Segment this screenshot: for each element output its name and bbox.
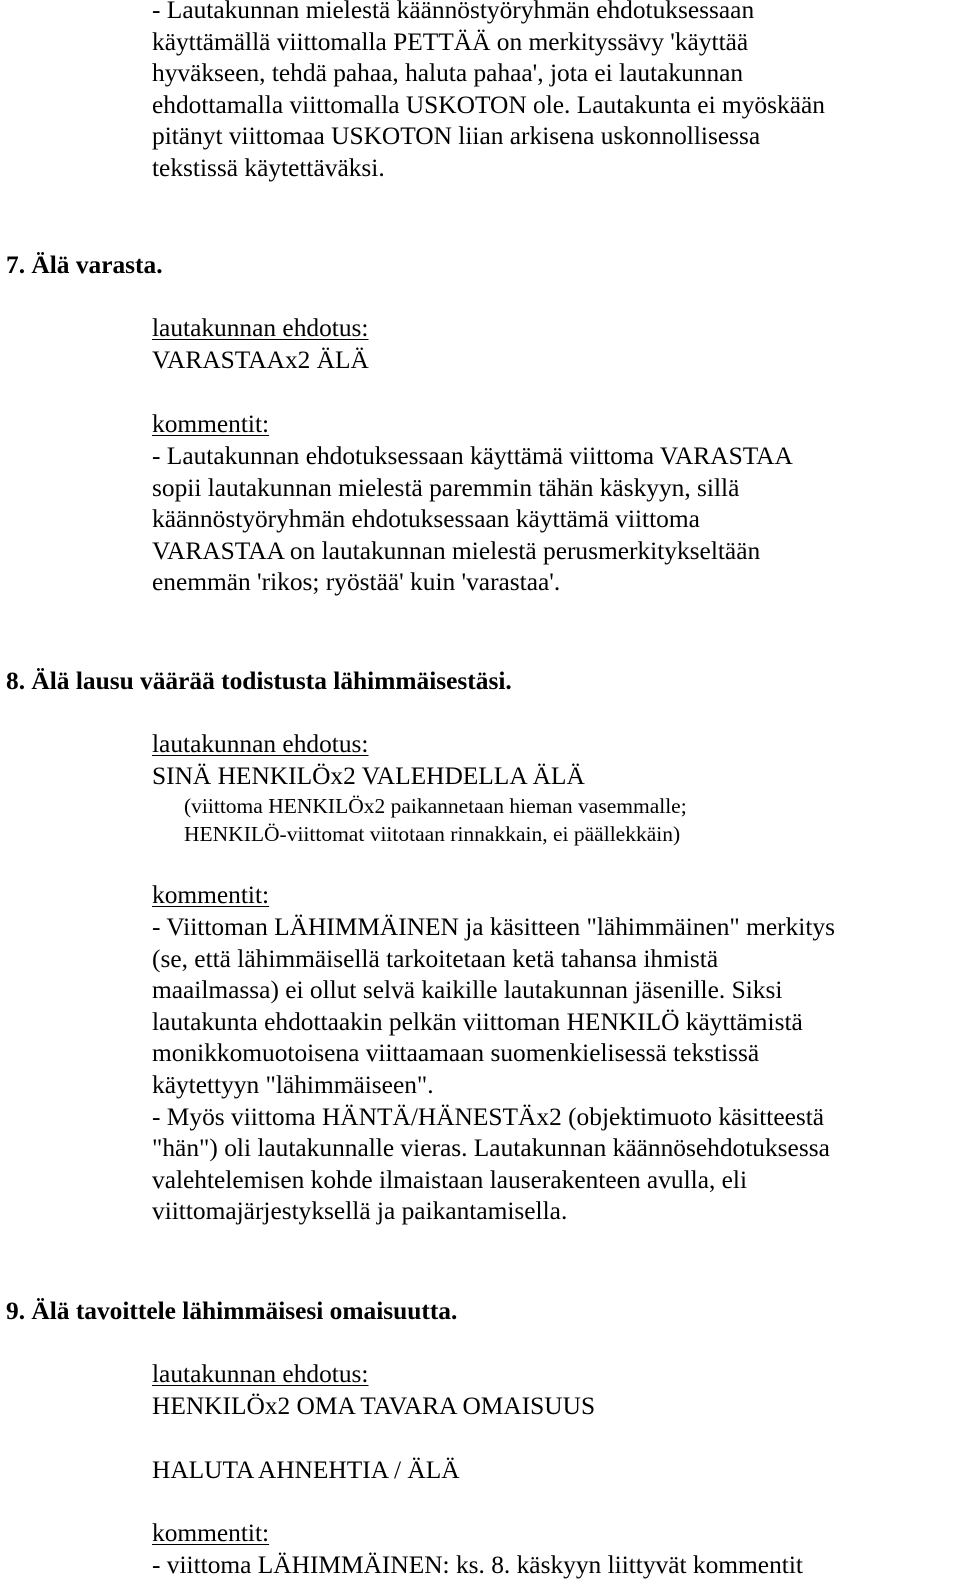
comment-line: "hän") oli lautakunnalle vieras. Lautakunnan käännösehdotuksessa [152,1134,830,1163]
comment-line: monikkomuotoisena viittaamaan suomenkielisessä tekstissä [152,1039,760,1068]
comment-line: käyttämällä viittomalla PETTÄÄ on merkityssävy 'käyttää [152,27,749,56]
comment-line: viittomajärjestyksellä ja paikantamisella. [152,1197,568,1226]
comment-line: VARASTAA on lautakunnan mielestä perusmerkitykseltään [152,536,761,565]
s8-proposal-notes [184,792,687,848]
s9-proposal-label: lautakunnan ehdotus: [152,1360,369,1388]
note-line: (viittoma HENKILÖx2 paikannetaan hieman vasemmalle; [184,794,687,818]
comment-line: tekstissä käytettäväksi. [152,153,385,182]
comment-line: - Lautakunnan ehdotuksessaan käyttämä viittoma VARASTAA [152,442,793,470]
comment-line: - Lautakunnan mielestä käännöstyöryhmän ehdotuksessaan [152,0,755,24]
carryover-comment [152,0,825,185]
s9-comments-label: kommentit: [152,1519,270,1547]
s8-comments-label: kommentit: [152,881,270,909]
comment-line: lautakunta ehdottaakin pelkän viittoman HENKILÖ käyttämistä [152,1007,803,1036]
s8-comments [152,912,835,1228]
s7-proposal: VARASTAAx2 ÄLÄ [152,346,369,374]
comment-line: käännöstyöryhmän ehdotuksessaan käyttämä viittoma [152,505,700,534]
s9-proposal-line-1: HENKILÖx2 OMA TAVARA OMAISUUS [152,1392,596,1420]
s7-comments [152,441,793,599]
comment-line: sopii lautakunnan mielestä paremmin tähän käskyyn, sillä [152,473,740,502]
comment-line: pitänyt viittomaa USKOTON liian arkisena uskonnollisessa [152,122,761,151]
comment-line: - Viittoman LÄHIMMÄINEN ja käsitteen "lähimmäinen" merkitys [152,913,835,941]
comment-line: hyväkseen, tehdä pahaa, haluta pahaa', jota ei lautakunnan [152,59,744,88]
section-7-heading: 7. Älä varasta. [6,251,163,279]
s7-comments-label: kommentit: [152,410,270,438]
s8-proposal: SINÄ HENKILÖx2 VALEHDELLA ÄLÄ [152,762,585,790]
comment-line: enemmän 'rikos; ryöstää' kuin 'varastaa'. [152,568,561,597]
s7-proposal-label: lautakunnan ehdotus: [152,314,369,342]
s8-proposal-label: lautakunnan ehdotus: [152,730,369,758]
comment-line: käytettyyn "lähimmäiseen". [152,1070,434,1099]
comment-line: valehtelemisen kohde ilmaistaan lauserakenteen avulla, eli [152,1165,748,1194]
s9-proposal-line-2: HALUTA AHNEHTIA / ÄLÄ [152,1456,460,1484]
comment-line: maailmassa) ei ollut selvä kaikille lautakunnan jäsenille. Siksi [152,976,783,1005]
comment-line: ehdottamalla viittomalla USKOTON ole. Lautakunta ei myöskään [152,90,825,119]
comment-line: - Myös viittoma HÄNTÄ/HÄNESTÄx2 (objektimuoto käsitteestä [152,1102,825,1131]
note-line: HENKILÖ-viittomat viitotaan rinnakkain, ei päällekkäin) [184,822,681,846]
section-8-heading: 8. Älä lausu väärää todistusta lähimmäisestäsi. [6,667,512,695]
comment-line: (se, että lähimmäisellä tarkoitetaan ketä tahansa ihmistä [152,944,719,973]
section-9-heading: 9. Älä tavoittele lähimmäisesi omaisuutta. [6,1297,458,1325]
s9-comment-partial: - viittoma LÄHIMMÄINEN: ks. 8. käskyyn liittyvät kommentit [152,1551,803,1579]
